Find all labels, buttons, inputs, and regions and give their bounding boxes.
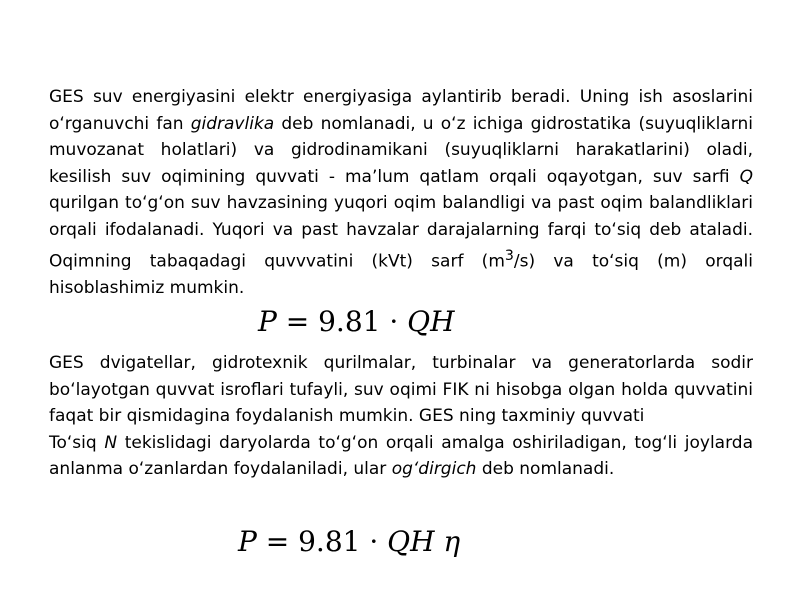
term-gidravlika: gidravlika <box>190 113 275 134</box>
text-run: /s) va toʻsiq (m) orqali hisoblashimiz mumkin. <box>49 251 753 299</box>
variable-n: N <box>104 432 118 453</box>
term-ogdirgich: ogʻdirgich <box>391 459 477 479</box>
formula-lhs: P <box>238 525 257 558</box>
superscript-3: 3 <box>504 248 514 264</box>
text-run: tekislidagi daryolarda toʻgʻon orqali amalga oshiriladigan, togʻli joylarda anlanma oʻzanlardan foydalaniladi, ular <box>49 432 753 479</box>
text-run: Toʻsiq <box>49 432 105 453</box>
formula-power <box>258 305 455 339</box>
formula-lhs: P <box>258 305 277 338</box>
variable-q: Q <box>739 166 753 187</box>
formula-power-efficiency <box>238 525 460 559</box>
formula-rhs: QH η <box>387 525 461 558</box>
formula-rhs: QH <box>407 305 455 338</box>
text-run: qurilgan toʻgʻon suv havzasining yuqori oqim balandligi va past oqim balandliklari orqali ifodalanadi. Yuqori va past havzalar darajalarning farqi toʻsiq deb ataladi. Oqimning tabaqadagi quvvvatini (kVt) sarf (m <box>49 193 753 272</box>
text-run: deb nomlanadi. <box>476 459 615 479</box>
text-run: GES dvigatellar, gidrotexnik qurilmalar, turbinalar va generatorlarda sodir boʻlayotgan quvvat isroflari tufayli, suv oqimi FIK ni hisobga olgan holda quvvatini faqat bir qismidagina foydalanish mumkin. GES ning taxminiy quvvati <box>49 353 753 426</box>
text-run: GES suv energiyasini elektr energiyasiga aylantirib beradi. Uning ish asoslarini oʻrganuvchi fan <box>49 87 753 134</box>
paragraph-hydropower-intro <box>49 84 753 302</box>
formula-equals: = 9.81 · <box>256 525 388 558</box>
paragraph-efficiency <box>49 350 753 483</box>
formula-equals: = 9.81 · <box>276 305 408 338</box>
text-run: deb nomlanadi, u oʻz ichiga gidrostatika (suyuqliklarni muvozanat holatlari) va gidrodinamikani (suyuqliklarni harakatlarini) oladi, kesilish suv oqimining quvvati - maʼlum qatlam orqali oqayotgan, suv sarfi <box>49 113 753 187</box>
